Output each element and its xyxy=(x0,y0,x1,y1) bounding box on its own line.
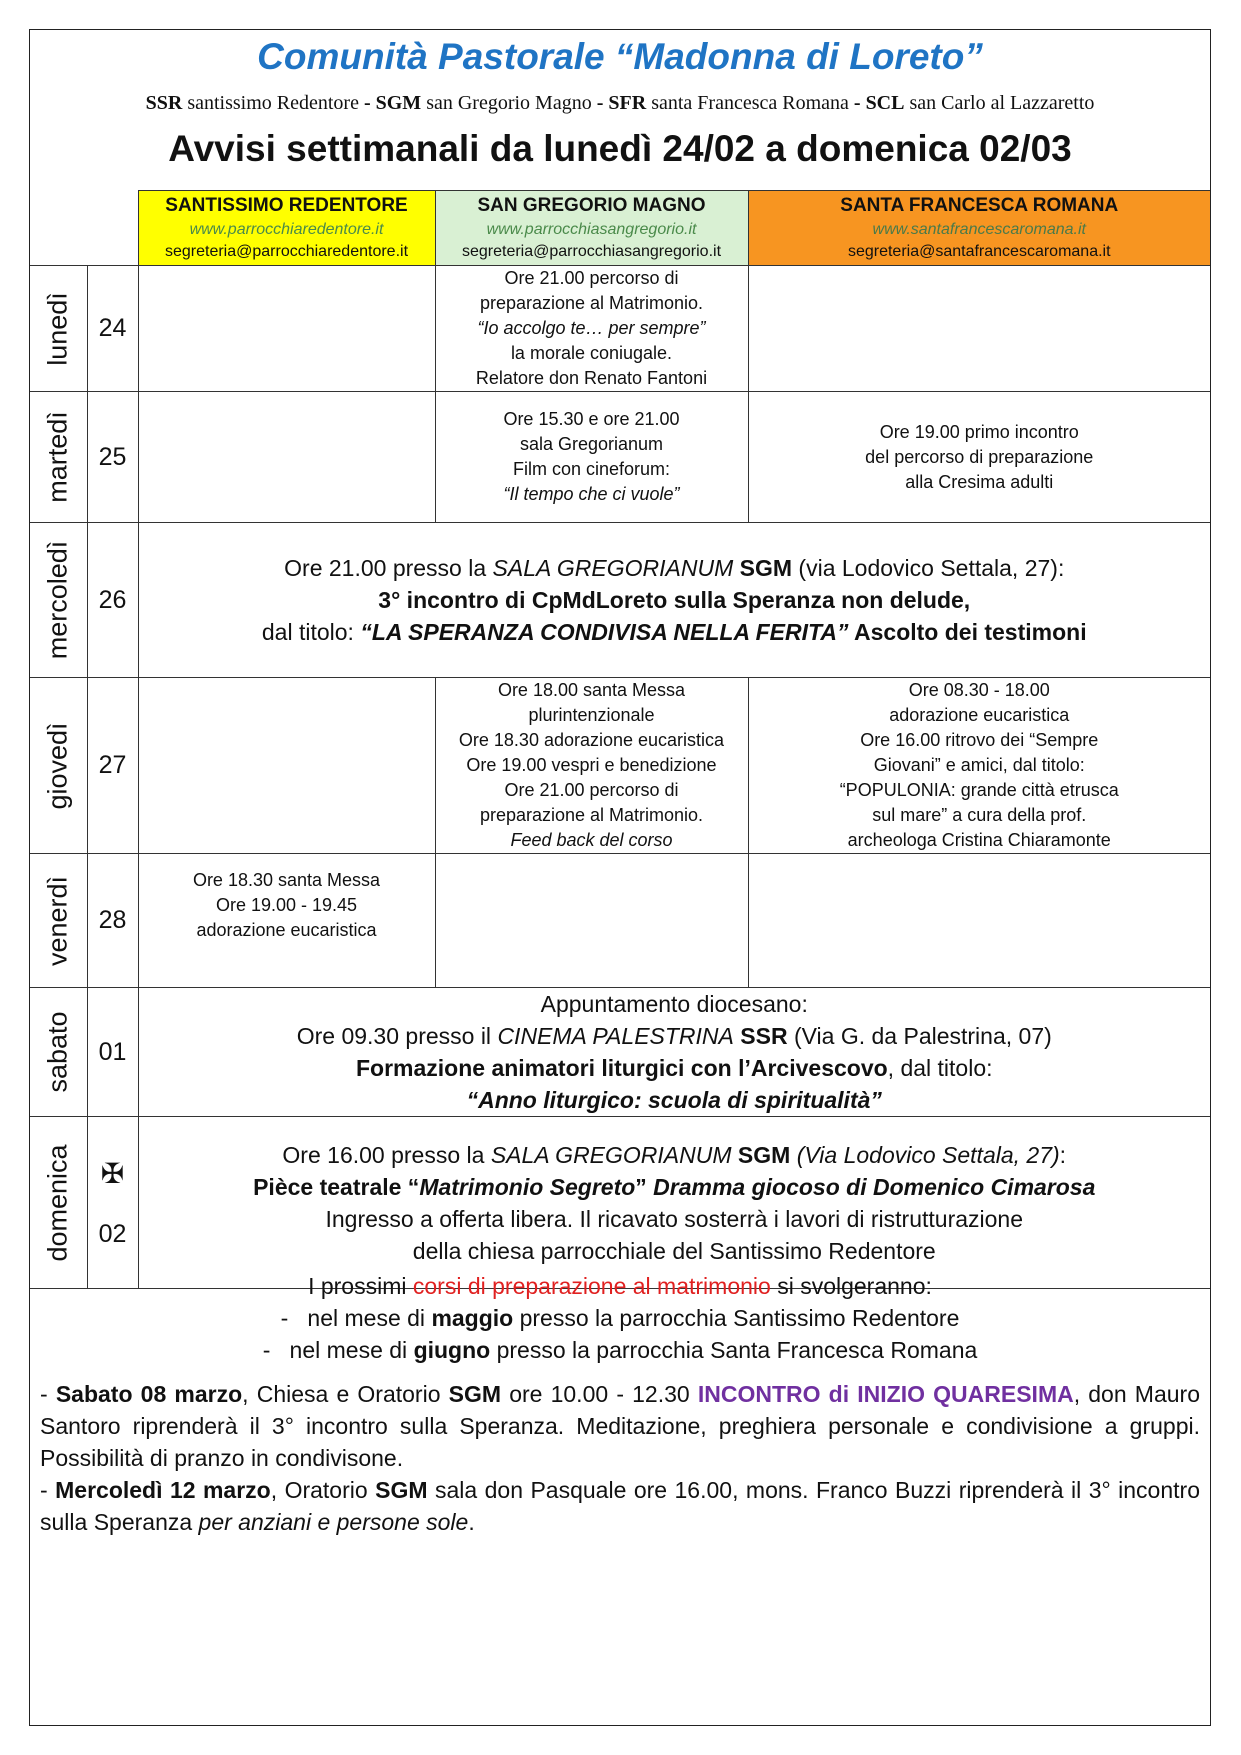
text: dal titolo: xyxy=(261,619,361,645)
event-sgm xyxy=(435,678,748,854)
day-number: 02 xyxy=(98,1219,127,1248)
text: . xyxy=(468,1509,475,1535)
play-title: Matrimonio Segreto xyxy=(419,1173,636,1200)
separator: - xyxy=(848,92,866,114)
column-header-sfr xyxy=(748,191,1210,266)
play-subtitle: Dramma giocoso di Domenico Cimarosa xyxy=(653,1173,1096,1200)
parish-code: SCL xyxy=(865,92,905,114)
text: sala don Pasquale ore 16.00, mons. Franco Buzzi riprenderà il 3° incontro sulla Speranza xyxy=(40,1477,1200,1535)
event-sgm xyxy=(435,266,748,392)
event-title: “LA SPERANZA CONDIVISA NELLA FERITA” xyxy=(360,619,849,645)
notice-sheet xyxy=(29,29,1211,1726)
day-name: giovedì xyxy=(42,721,73,810)
header-row xyxy=(30,191,1210,266)
event-line: archeologa Cristina Chiaramonte xyxy=(847,830,1111,850)
event-line: Ore 18.30 adorazione eucaristica xyxy=(458,730,725,750)
notice-bullet xyxy=(30,1302,1210,1334)
day-name-cell xyxy=(30,392,87,523)
column-name: SAN GREGORIO MAGNO xyxy=(477,195,706,216)
schedule-table xyxy=(30,190,1210,1289)
day-row-saturday xyxy=(30,988,1210,1117)
day-name-cell xyxy=(30,988,87,1117)
cross-icon: ✠ xyxy=(100,1157,125,1189)
separator: - xyxy=(591,92,609,114)
day-number: 25 xyxy=(87,392,138,523)
text: Ascolto dei testimoni xyxy=(848,619,1087,645)
highlight: corsi di preparazione al matrimonio xyxy=(412,1273,771,1299)
parish-name: san Carlo al Lazzaretto xyxy=(909,92,1095,114)
venue: SALA GREGORIANUM xyxy=(492,555,734,581)
text: , Chiesa e Oratorio xyxy=(242,1381,449,1407)
text: ore 10.00 - 12.30 xyxy=(501,1381,698,1407)
event-line: Ore 16.00 ritrovo dei “Sempre xyxy=(860,730,1099,750)
event-line: Ore 19.00 vespri e benedizione xyxy=(466,755,717,775)
column-header-sgm xyxy=(435,191,748,266)
text: Ore 21.00 presso la xyxy=(284,555,493,581)
event-line: Ingresso a offerta libera. Il ricavato sosterrà i lavori di ristrutturazione xyxy=(325,1205,1024,1232)
notice-paragraph xyxy=(40,1378,1200,1474)
text: presso la parrocchia Santissimo Redentore xyxy=(513,1305,960,1331)
notice-paragraph xyxy=(40,1474,1200,1538)
event-sgm xyxy=(435,392,748,523)
parish-name: san Gregorio Magno xyxy=(426,92,592,114)
event-sgm xyxy=(435,854,748,988)
day-row-tuesday xyxy=(30,392,1210,523)
audience: per anziani e persone sole xyxy=(198,1509,469,1535)
parish-list xyxy=(30,92,1210,115)
text: presso la parrocchia Santa Francesca Romana xyxy=(490,1337,978,1363)
parish-code: SGM xyxy=(731,1141,791,1168)
website-link[interactable]: www.parrocchiaredentore.it xyxy=(189,221,384,238)
date: Mercoledì 12 marzo xyxy=(55,1477,271,1503)
day-name: domenica xyxy=(42,1143,73,1262)
highlight: INCONTRO di INIZIO QUARESIMA xyxy=(697,1381,1074,1407)
text: ” xyxy=(635,1173,654,1200)
event-line: adorazione eucaristica xyxy=(196,920,377,940)
event-line: alla Cresima adulti xyxy=(905,471,1054,492)
text: I prossimi xyxy=(308,1273,413,1299)
text: - nel mese di xyxy=(262,1337,414,1363)
event-line: della chiesa parrocchiale del Santissimo Redentore xyxy=(412,1237,936,1264)
event-community xyxy=(138,523,1210,678)
event-ssr xyxy=(138,854,435,988)
event-line: Ore 21.00 percorso di xyxy=(504,780,679,800)
parish-name: santissimo Redentore xyxy=(187,92,359,114)
day-number: 01 xyxy=(87,988,138,1117)
day-name: sabato xyxy=(42,1011,73,1093)
event-line: del percorso di preparazione xyxy=(865,446,1094,467)
marriage-course-notice xyxy=(30,1270,1210,1366)
email-link[interactable]: segreteria@parrocchiaredentore.it xyxy=(164,243,409,260)
venue: SALA GREGORIANUM xyxy=(490,1141,732,1168)
day-name: martedì xyxy=(42,411,73,503)
weekly-heading: Avvisi settimanali da lunedì 24/02 a domenica 02/03 xyxy=(168,128,1072,169)
parish-code: SGM xyxy=(375,1477,428,1503)
parish-code: SSR xyxy=(733,1023,788,1049)
event-line xyxy=(139,616,1211,648)
event-line xyxy=(139,552,1211,584)
email-link[interactable]: segreteria@parrocchiasangregorio.it xyxy=(461,243,722,260)
event-diocesan xyxy=(138,988,1210,1117)
event-sfr xyxy=(748,854,1210,988)
day-name-cell xyxy=(30,523,87,678)
day-number: 27 xyxy=(87,678,138,854)
day-name: mercoledì xyxy=(42,540,73,660)
text: Pièce teatrale “ xyxy=(253,1173,420,1200)
parish-code: SGM xyxy=(733,555,793,581)
event-line: Ore 15.30 e ore 21.00 xyxy=(503,409,680,429)
day-row-friday xyxy=(30,854,1210,988)
event-line: la morale coniugale. xyxy=(510,343,673,363)
notice-bullet xyxy=(30,1334,1210,1366)
day-name-cell xyxy=(30,266,87,392)
venue: CINEMA PALESTRINA xyxy=(497,1023,734,1049)
event-line xyxy=(139,1052,1211,1084)
parish-code: SGM xyxy=(448,1381,502,1407)
text: , Oratorio xyxy=(270,1477,376,1503)
day-name-cell xyxy=(30,678,87,854)
parish-code: SSR xyxy=(145,92,183,114)
text: : xyxy=(1059,1141,1067,1168)
text: Ore 16.00 presso la xyxy=(282,1141,491,1168)
text: - nel mese di xyxy=(280,1305,432,1331)
event-title: Formazione animatori liturgici con l’Arcivescovo xyxy=(355,1055,888,1081)
community-title: Comunità Pastorale “Madonna di Loreto” xyxy=(257,36,983,77)
event-line: Ore 18.30 santa Messa xyxy=(192,870,381,890)
text: - xyxy=(40,1381,56,1407)
event-line: Ore 19.00 primo incontro xyxy=(879,421,1079,442)
day-name: lunedì xyxy=(42,291,73,366)
event-line: preparazione al Matrimonio. xyxy=(479,805,704,825)
text: si svolgeranno: xyxy=(770,1273,932,1299)
text: , don Mauro Santoro riprenderà il 3° incontro sulla Speranza. Meditazione, preghiera personale e condivisione a gruppi. Possibilità di pranzo in condivisone. xyxy=(40,1381,1200,1471)
text: , dal titolo: xyxy=(887,1055,993,1081)
month: giugno xyxy=(413,1337,491,1363)
column-header-ssr xyxy=(138,191,435,266)
date: Sabato 08 marzo xyxy=(55,1381,243,1407)
event-line: Ore 18.00 santa Messa xyxy=(497,680,686,700)
address: (Via G. da Palestrina, 07) xyxy=(787,1023,1052,1049)
event-line: Ore 08.30 - 18.00 xyxy=(908,680,1050,700)
month: maggio xyxy=(431,1305,514,1331)
event-theatre xyxy=(138,1117,1210,1289)
notice-line xyxy=(30,1270,1210,1302)
event-line: “Io accolgo te… per sempre” xyxy=(477,318,706,338)
event-line: Feed back del corso xyxy=(510,830,673,850)
column-name: SANTISSIMO REDENTORE xyxy=(165,195,408,216)
day-name-cell xyxy=(30,854,87,988)
day-row-monday xyxy=(30,266,1210,392)
email-link[interactable]: segreteria@santafrancescaromana.it xyxy=(847,243,1111,260)
event-line: plurintenzionale xyxy=(528,705,655,725)
event-line: Relatore don Renato Fantoni xyxy=(475,368,708,388)
day-number: 28 xyxy=(87,854,138,988)
event-line xyxy=(139,1139,1211,1171)
event-line: “POPULONIA: grande città etrusca xyxy=(839,780,1119,800)
day-row-thursday xyxy=(30,678,1210,854)
event-sfr xyxy=(748,678,1210,854)
text: Ore 09.30 presso il xyxy=(296,1023,498,1049)
corner-cell xyxy=(30,191,138,266)
event-line: sul mare” a cura della prof. xyxy=(872,805,1087,825)
event-line xyxy=(139,1020,1211,1052)
day-number: 24 xyxy=(87,266,138,392)
column-name: SANTA FRANCESCA ROMANA xyxy=(840,195,1119,216)
event-line: Appuntamento diocesano: xyxy=(540,991,808,1017)
parish-code: SFR xyxy=(608,92,647,114)
day-number-cell xyxy=(87,1117,138,1289)
day-name: venerdì xyxy=(42,875,73,966)
website-link[interactable]: www.parrocchiasangregorio.it xyxy=(486,221,697,238)
event-line: preparazione al Matrimonio. xyxy=(479,293,704,313)
event-line: “Il tempo che ci vuole” xyxy=(503,484,680,504)
event-line: Ore 19.00 - 19.45 xyxy=(215,895,358,915)
parish-code: SGM xyxy=(375,92,422,114)
event-line: 3° incontro di CpMdLoreto sulla Speranza non delude, xyxy=(378,587,971,613)
event-line: sala Gregorianum xyxy=(519,434,664,454)
text: - xyxy=(40,1477,56,1503)
day-row-wednesday xyxy=(30,523,1210,678)
event-line: Giovani” e amici, dal titolo: xyxy=(873,755,1085,775)
event-ssr xyxy=(138,678,435,854)
day-row-sunday xyxy=(30,1117,1210,1289)
day-name-cell xyxy=(30,1117,87,1289)
other-notices xyxy=(40,1378,1200,1538)
event-ssr xyxy=(138,266,435,392)
address: (via Lodovico Settala, 27): xyxy=(792,555,1065,581)
event-ssr xyxy=(138,392,435,523)
event-line xyxy=(139,1171,1211,1203)
day-number: 26 xyxy=(87,523,138,678)
separator: - xyxy=(358,92,376,114)
parish-name: santa Francesca Romana xyxy=(651,92,849,114)
event-line: Ore 21.00 percorso di xyxy=(504,268,679,288)
event-sfr xyxy=(748,392,1210,523)
event-line: “Anno liturgico: scuola di spiritualità” xyxy=(466,1087,882,1113)
event-line: adorazione eucaristica xyxy=(889,705,1070,725)
website-link[interactable]: www.santafrancescaromana.it xyxy=(872,221,1086,238)
event-sfr xyxy=(748,266,1210,392)
address: (Via Lodovico Settala, 27) xyxy=(790,1141,1060,1168)
event-line: Film con cineforum: xyxy=(512,459,671,479)
